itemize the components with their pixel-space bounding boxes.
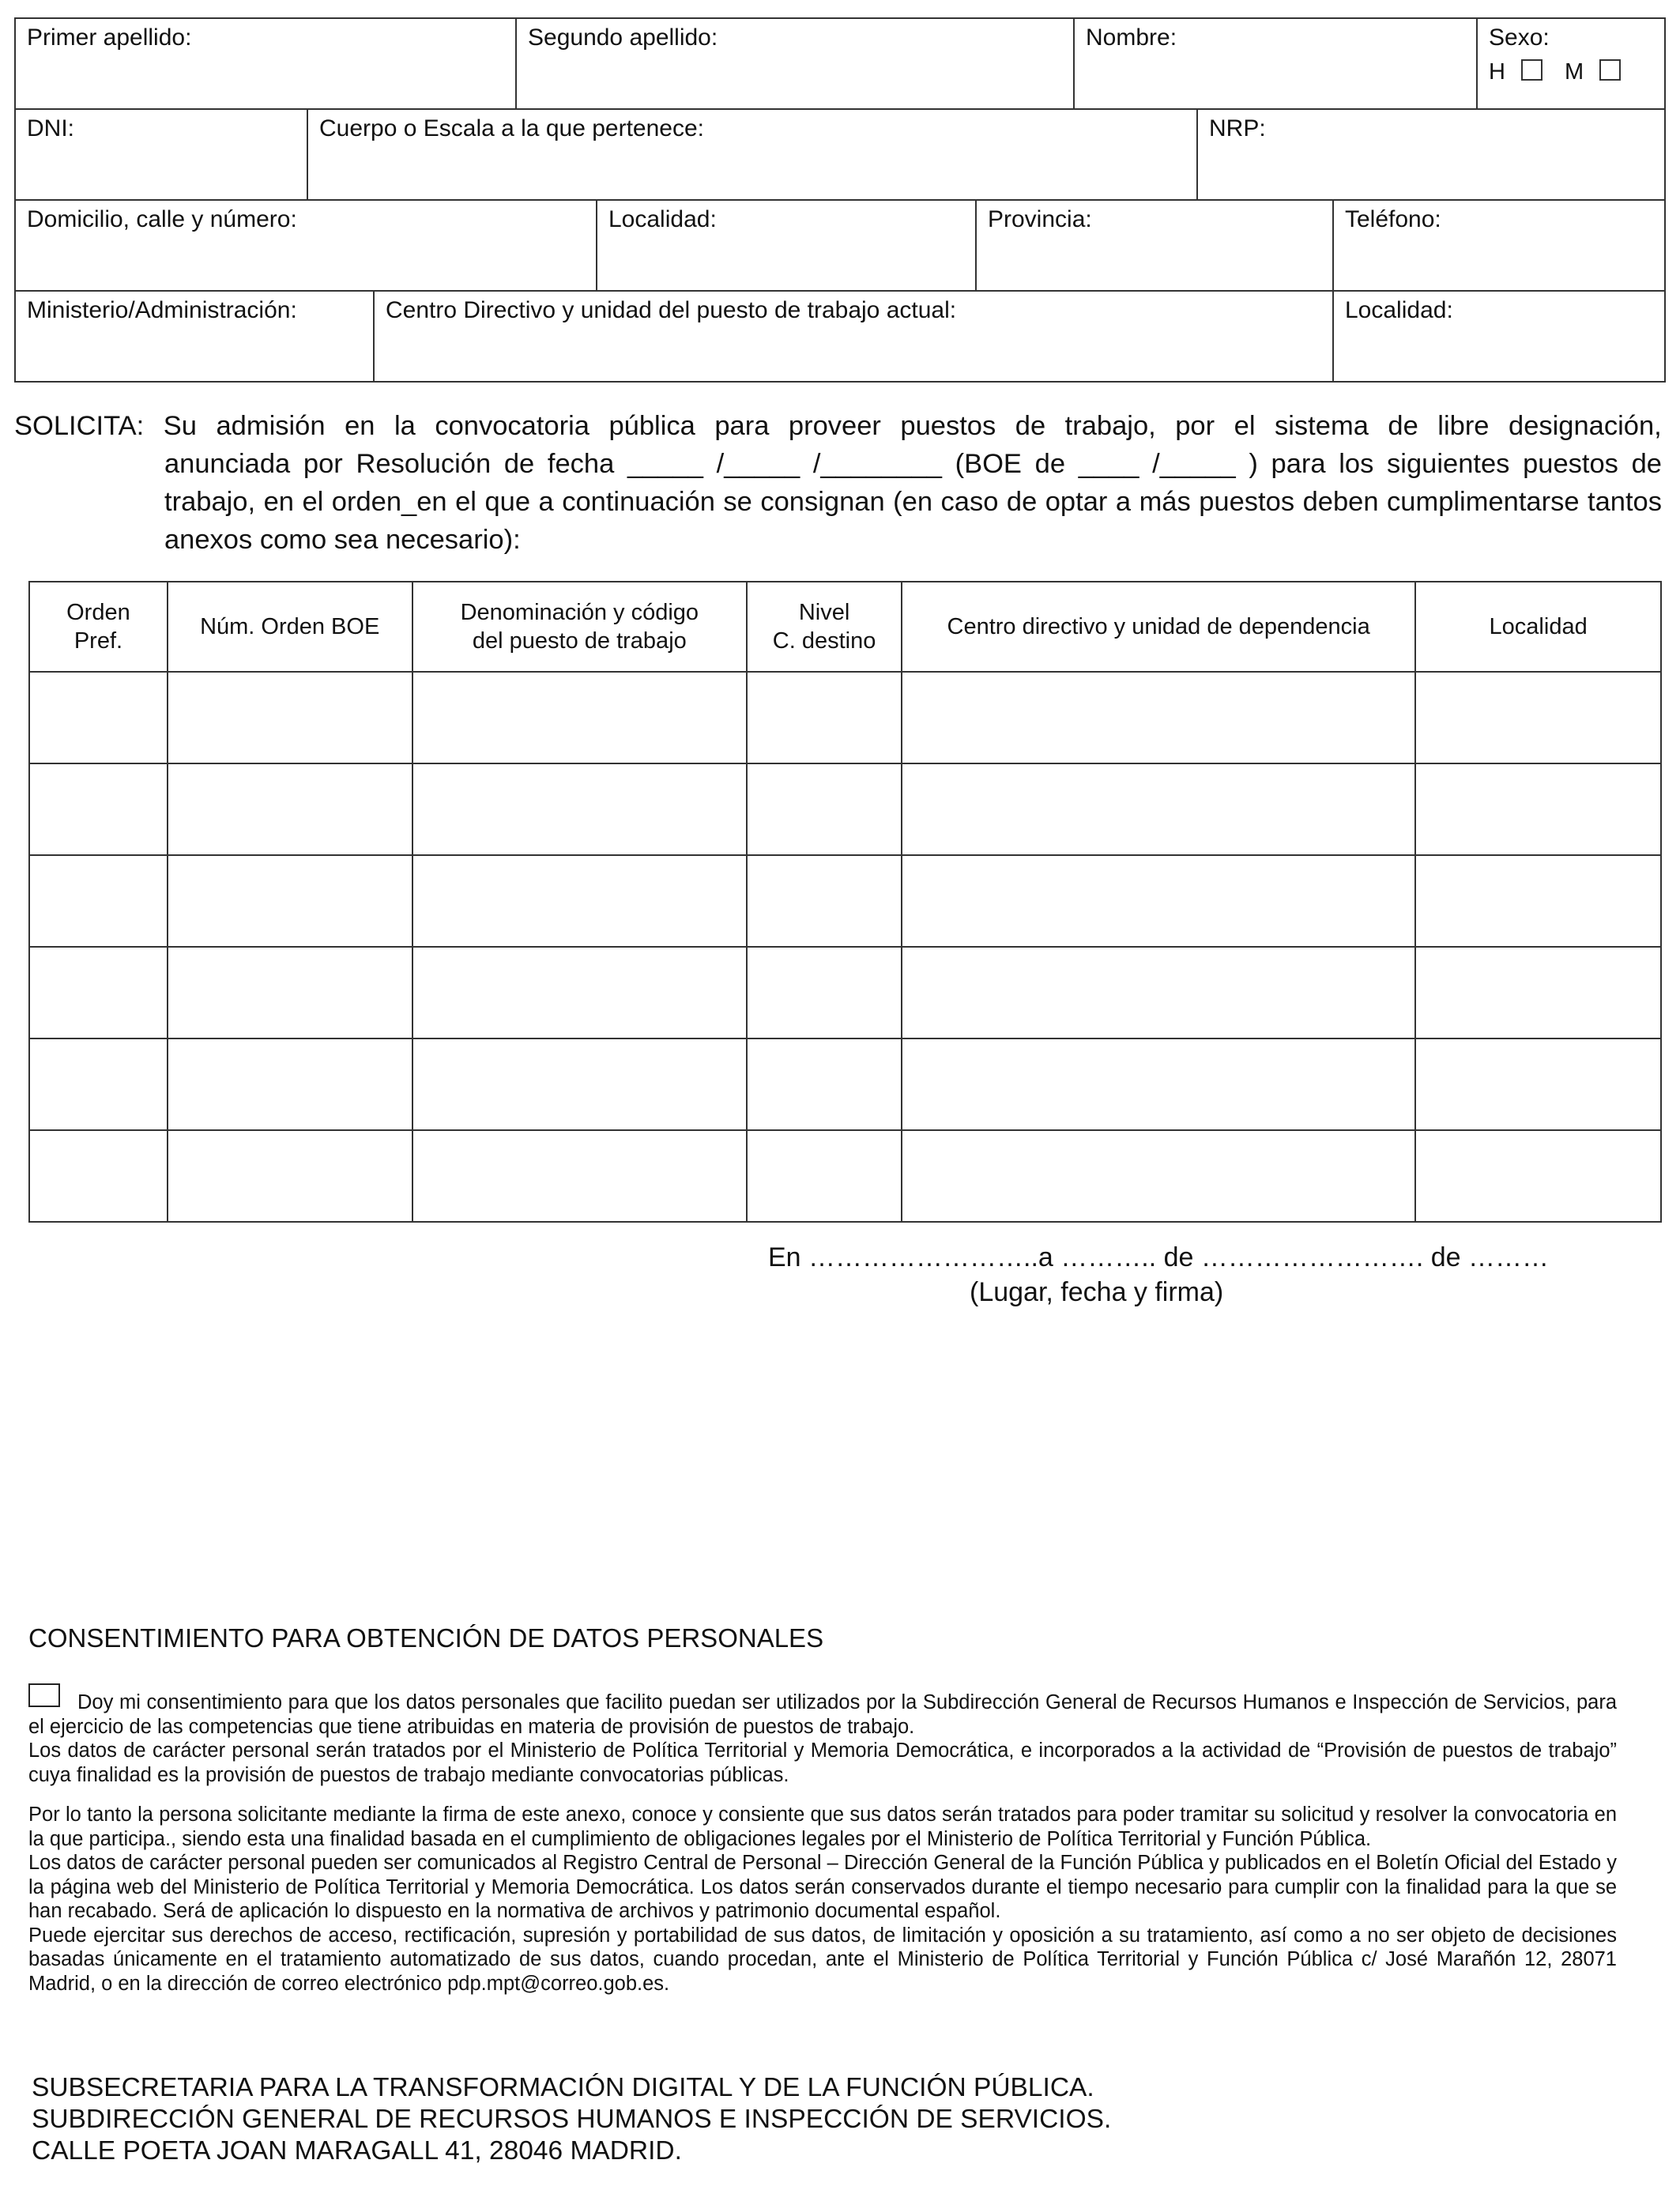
table-row — [29, 1038, 1661, 1130]
field-ministerio[interactable] — [16, 292, 375, 381]
table-cell[interactable] — [747, 1038, 902, 1130]
field-nrp[interactable] — [1198, 110, 1664, 201]
table-cell[interactable] — [412, 947, 748, 1038]
solicita-word: convocatoria — [435, 411, 590, 441]
table-cell[interactable] — [1415, 763, 1661, 855]
field-label: Ministerio/Administración: — [27, 297, 297, 323]
solicita-body: anunciada por Resolución de fecha _____ /_____ /________ (BOE de ____ /_____ ) para los siguientes puestos de trabajo, en el orden_en el que a continuación se consignan (en caso de optar a más puestos deben cumplimentarse tantos anexos como sea necesario): — [164, 449, 1662, 555]
solicita-word: de — [1388, 411, 1418, 441]
solicita-word: la — [394, 411, 416, 441]
table-cell[interactable] — [29, 947, 168, 1038]
table-cell[interactable] — [1415, 947, 1661, 1038]
field-telefono[interactable] — [1334, 201, 1664, 292]
field-label: Domicilio, calle y número: — [27, 206, 297, 232]
sexo-h-checkbox[interactable] — [1521, 59, 1543, 81]
table-cell[interactable] — [902, 947, 1415, 1038]
field-label: Cuerpo o Escala a la que pertenece: — [319, 115, 704, 141]
field-label: NRP: — [1209, 115, 1266, 141]
solicita-word: SOLICITA: — [14, 411, 145, 441]
field-label: Localidad: — [1345, 297, 1453, 323]
field-segundo-apellido[interactable] — [517, 19, 1075, 110]
solicita-word: libre — [1437, 411, 1490, 441]
field-label: Teléfono: — [1345, 206, 1441, 232]
solicita-word: trabajo, — [1064, 411, 1156, 441]
table-cell[interactable] — [902, 763, 1415, 855]
field-primer-apellido[interactable] — [16, 19, 517, 110]
field-label: Primer apellido: — [27, 25, 192, 51]
header-num-orden-boe: Núm. Orden BOE — [168, 582, 412, 672]
table-cell[interactable] — [1415, 1038, 1661, 1130]
table-cell[interactable] — [168, 947, 412, 1038]
header-denominacion: Denominación y código del puesto de trabajo — [412, 582, 748, 672]
table-cell[interactable] — [1415, 1130, 1661, 1222]
solicita-word: para — [714, 411, 770, 441]
table-row — [29, 1130, 1661, 1222]
table-row — [29, 763, 1661, 855]
header-nivel: Nivel C. destino — [747, 582, 902, 672]
field-label: DNI: — [27, 115, 74, 141]
table-cell[interactable] — [168, 672, 412, 763]
header-orden-pref: Orden Pref. — [29, 582, 168, 672]
field-dni[interactable] — [16, 110, 308, 201]
consent-paragraph: Los datos de carácter personal pueden ser comunicados al Registro Central de Personal – Dirección General de la Función Pública y publicados en el Boletín Oficial del Estado y la página web del Ministerio de Política Territorial y Memoria Democrática. Los datos serán conservados durante el tiempo necesario para cumplir con la finalidad para la que se han recabado. Será de aplicación lo dispuesto en la normativa de archivos y patrimonio documental español. — [28, 1852, 1617, 1922]
table-cell[interactable] — [747, 672, 902, 763]
personal-data-grid — [14, 17, 1666, 383]
field-provincia[interactable] — [977, 201, 1334, 292]
signature-caption: (Lugar, fecha y firma) — [970, 1277, 1224, 1307]
table-cell[interactable] — [902, 1130, 1415, 1222]
solicita-word: proveer — [788, 411, 881, 441]
sexo-m-label: M — [1564, 59, 1584, 85]
consent-paragraph: Los datos de carácter personal serán tratados por el Ministerio de Política Territorial y Memoria Democrática, e incorporados a la actividad de “Provisión de puestos de trabajo” cuya finalidad es la provisión de puestos de trabajo mediante convocatorias públicas. — [28, 1740, 1617, 1786]
table-cell[interactable] — [29, 672, 168, 763]
header-localidad: Localidad — [1415, 582, 1661, 672]
table-cell[interactable] — [412, 672, 748, 763]
table-cell[interactable] — [747, 763, 902, 855]
consent-title: CONSENTIMIENTO PARA OBTENCIÓN DE DATOS PERSONALES — [28, 1623, 824, 1653]
field-sexo — [1478, 19, 1664, 110]
table-cell[interactable] — [902, 672, 1415, 763]
table-cell[interactable] — [412, 855, 748, 947]
table-cell[interactable] — [902, 855, 1415, 947]
table-cell[interactable] — [168, 763, 412, 855]
table-cell[interactable] — [168, 1038, 412, 1130]
field-localidad[interactable] — [597, 201, 977, 292]
table-cell[interactable] — [29, 763, 168, 855]
table-row — [29, 672, 1661, 763]
footer-address — [32, 2072, 1111, 2167]
field-label: Provincia: — [988, 206, 1092, 232]
consent-checkbox[interactable] — [28, 1683, 60, 1707]
table-cell[interactable] — [412, 1130, 748, 1222]
sexo-options — [1489, 58, 1653, 86]
consent-paragraph: Puede ejercitar sus derechos de acceso, rectificación, supresión y portabilidad de sus datos, de limitación y oposición a su tratamiento, así como a no ser objeto de decisiones basadas únicamente en el tratamiento automatizado de sus datos, cuando procedan, ante el Ministerio de Política Territorial y Función Pública c/ José Marañón 12, 28071 Madrid, o en la dirección de correo electrónico pdp.mpt@correo.gob.es. — [28, 1924, 1617, 1995]
address-line: SUBSECRETARIA PARA LA TRANSFORMACIÓN DIGITAL Y DE LA FUNCIÓN PÚBLICA. — [32, 2073, 1094, 2102]
table-row — [29, 855, 1661, 947]
header-centro-directivo: Centro directivo y unidad de dependencia — [902, 582, 1415, 672]
sexo-m-checkbox[interactable] — [1599, 59, 1621, 81]
table-cell[interactable] — [1415, 855, 1661, 947]
consent-paragraph: Por lo tanto la persona solicitante mediante la firma de este anexo, conoce y consiente que sus datos serán tratados para poder tramitar su solicitud y resolver la convocatoria en la que participa., siendo esta una finalidad basada en el cumplimiento de obligaciones legales por el Ministerio de Política Territorial y Función Pública. — [28, 1804, 1617, 1850]
field-label: Sexo: — [1489, 25, 1550, 51]
consent-paragraph: Doy mi consentimiento para que los datos personales que facilito puedan ser utilizados por la Subdirección General de Recursos Humanos e Inspección de Servicios, para el ejercicio de las competencias que tiene atribuidas en materia de provisión de puestos de trabajo. — [28, 1683, 1617, 1739]
solicita-word: admisión — [216, 411, 326, 441]
field-label: Nombre: — [1086, 25, 1177, 51]
table-cell[interactable] — [412, 1038, 748, 1130]
solicita-first-line — [14, 407, 1662, 445]
signature-line: En ……………………..a ……….. de ……………………. de ……… — [768, 1242, 1550, 1272]
table-cell[interactable] — [747, 947, 902, 1038]
solicita-word: de — [1015, 411, 1046, 441]
solicita-paragraph — [14, 407, 1662, 559]
solicita-word: en — [345, 411, 375, 441]
table-cell[interactable] — [747, 855, 902, 947]
table-cell[interactable] — [168, 1130, 412, 1222]
field-cuerpo-escala[interactable] — [308, 110, 1198, 201]
table-body — [29, 672, 1661, 1222]
solicita-word: sistema — [1275, 411, 1369, 441]
posts-table — [28, 581, 1662, 1223]
table-cell[interactable] — [412, 763, 748, 855]
solicita-word: el — [1234, 411, 1256, 441]
table-cell[interactable] — [902, 1038, 1415, 1130]
field-label: Centro Directivo y unidad del puesto de trabajo actual: — [386, 297, 957, 323]
table-cell[interactable] — [29, 855, 168, 947]
field-localidad-trabajo[interactable] — [1334, 292, 1664, 381]
solicita-word: por — [1175, 411, 1215, 441]
sexo-h-label: H — [1489, 59, 1505, 85]
solicita-word: puestos — [900, 411, 996, 441]
table-row — [29, 947, 1661, 1038]
field-nombre[interactable] — [1075, 19, 1478, 110]
table-header-row — [29, 582, 1661, 672]
solicita-word: Su — [163, 411, 197, 441]
address-line: CALLE POETA JOAN MARAGALL 41, 28046 MADRID. — [32, 2136, 682, 2165]
table-cell[interactable] — [747, 1130, 902, 1222]
field-label: Segundo apellido: — [528, 25, 718, 51]
field-label: Localidad: — [608, 206, 717, 232]
table-cell[interactable] — [168, 855, 412, 947]
solicita-word: designación, — [1509, 411, 1662, 441]
consent-body — [28, 1683, 1617, 1996]
address-line: SUBDIRECCIÓN GENERAL DE RECURSOS HUMANOS E INSPECCIÓN DE SERVICIOS. — [32, 2105, 1112, 2134]
field-centro-directivo[interactable] — [375, 292, 1334, 381]
table-cell[interactable] — [29, 1130, 168, 1222]
table-cell[interactable] — [1415, 672, 1661, 763]
solicita-word: pública — [608, 411, 695, 441]
table-cell[interactable] — [29, 1038, 168, 1130]
field-domicilio[interactable] — [16, 201, 597, 292]
